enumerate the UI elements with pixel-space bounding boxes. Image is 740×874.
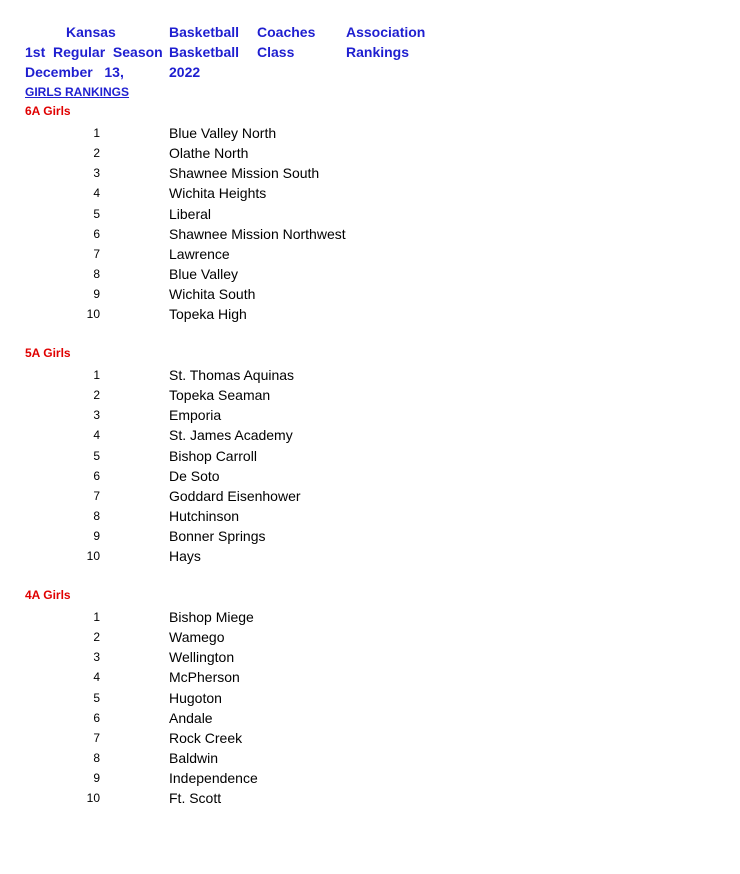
ranking-row xyxy=(0,748,740,768)
rank-number: 2 xyxy=(93,630,100,645)
rank-number: 8 xyxy=(93,509,100,524)
ranking-row xyxy=(0,788,740,808)
ranking-row xyxy=(0,385,740,405)
team-name: Liberal xyxy=(169,205,212,222)
rank-number: 8 xyxy=(93,751,100,766)
ranking-row xyxy=(0,627,740,647)
ranking-row xyxy=(0,546,740,566)
team-name: Lawrence xyxy=(169,245,230,262)
ranking-row xyxy=(0,163,740,183)
rank-number: 10 xyxy=(86,307,100,322)
rank-number: 7 xyxy=(93,488,100,503)
team-name: St. James Academy xyxy=(169,427,293,444)
rank-number: 7 xyxy=(93,246,100,261)
ranking-row xyxy=(0,123,740,143)
rank-number: 7 xyxy=(93,730,100,745)
ranking-row xyxy=(0,667,740,687)
rank-number: 9 xyxy=(93,529,100,544)
rank-number: 6 xyxy=(93,468,100,483)
team-name: Topeka High xyxy=(169,306,247,323)
team-name: Independence xyxy=(169,770,258,787)
rank-number: 5 xyxy=(93,448,100,463)
ranking-row xyxy=(0,768,740,788)
team-name: Wichita South xyxy=(169,286,256,303)
rank-number: 1 xyxy=(93,126,100,140)
ranking-row xyxy=(0,607,740,627)
rank-number: 4 xyxy=(93,428,100,443)
ranking-row xyxy=(0,204,740,224)
team-name: Topeka Seaman xyxy=(169,387,271,404)
rank-number: 6 xyxy=(93,710,100,725)
ranking-row xyxy=(0,688,740,708)
ranking-row xyxy=(0,284,740,304)
header-year: 2022 xyxy=(169,64,201,80)
ranking-row xyxy=(0,365,740,385)
ranking-row xyxy=(0,183,740,203)
section-title: 4A Girls xyxy=(25,588,71,602)
team-name: McPherson xyxy=(169,669,240,686)
ranking-row xyxy=(0,405,740,425)
header-date: December 13, xyxy=(25,64,124,80)
team-name: Shawnee Mission Northwest xyxy=(169,225,346,242)
rank-number: 3 xyxy=(93,408,100,423)
rank-number: 2 xyxy=(93,146,100,161)
ranking-row xyxy=(0,526,740,546)
team-name: Bonner Springs xyxy=(169,528,266,545)
rank-number: 3 xyxy=(93,166,100,181)
rank-number: 1 xyxy=(93,368,100,382)
team-name: Wamego xyxy=(169,629,225,646)
team-name: Shawnee Mission South xyxy=(169,165,320,182)
section-title: 6A Girls xyxy=(25,104,71,118)
rank-number: 5 xyxy=(93,690,100,705)
team-name: Blue Valley North xyxy=(169,125,277,141)
header-association: Association xyxy=(346,24,426,40)
ranking-row xyxy=(0,244,740,264)
rank-number: 4 xyxy=(93,186,100,201)
header-basketball-2: Basketball xyxy=(169,44,240,60)
girls-rankings-link[interactable]: GIRLS RANKINGS xyxy=(25,85,130,99)
ranking-row xyxy=(0,304,740,324)
ranking-row xyxy=(0,466,740,486)
ranking-row xyxy=(0,708,740,728)
team-name: Hays xyxy=(169,548,201,565)
header-coaches: Coaches xyxy=(257,24,316,40)
team-name: Olathe North xyxy=(169,145,249,162)
ranking-row xyxy=(0,143,740,163)
rank-number: 10 xyxy=(86,791,100,806)
rank-number: 8 xyxy=(93,267,100,282)
rank-number: 3 xyxy=(93,650,100,665)
ranking-row xyxy=(0,224,740,244)
rank-number: 10 xyxy=(86,549,100,564)
rank-number: 9 xyxy=(93,771,100,786)
team-name: De Soto xyxy=(169,467,220,484)
team-name: Bishop Carroll xyxy=(169,447,257,464)
team-name: Blue Valley xyxy=(169,266,239,283)
header-first-regular-season: 1st Regular Season xyxy=(25,44,163,60)
header-class: Class xyxy=(257,44,295,60)
ranking-row xyxy=(0,728,740,748)
ranking-row xyxy=(0,486,740,506)
team-name: Bishop Miege xyxy=(169,609,254,625)
team-name: Emporia xyxy=(169,407,222,424)
team-name: Baldwin xyxy=(169,750,219,767)
ranking-row xyxy=(0,506,740,526)
rank-number: 1 xyxy=(93,610,100,624)
header-basketball: Basketball xyxy=(169,24,240,40)
team-name: Hutchinson xyxy=(169,508,240,525)
ranking-row xyxy=(0,425,740,445)
ranking-row xyxy=(0,446,740,466)
team-name: Rock Creek xyxy=(169,729,243,746)
header-rankings: Rankings xyxy=(346,44,410,60)
rank-number: 6 xyxy=(93,226,100,241)
team-name: Andale xyxy=(169,709,213,726)
team-name: Goddard Eisenhower xyxy=(169,487,301,504)
ranking-row xyxy=(0,264,740,284)
ranking-row xyxy=(0,647,740,667)
team-name: Ft. Scott xyxy=(169,790,222,807)
rank-number: 2 xyxy=(93,388,100,403)
team-name: St. Thomas Aquinas xyxy=(169,367,295,383)
header-kansas: Kansas xyxy=(66,24,116,40)
rank-number: 5 xyxy=(93,206,100,221)
rank-number: 4 xyxy=(93,670,100,685)
section-title: 5A Girls xyxy=(25,346,71,360)
team-name: Wichita Heights xyxy=(169,185,267,202)
rank-number: 9 xyxy=(93,287,100,302)
team-name: Wellington xyxy=(169,649,235,666)
team-name: Hugoton xyxy=(169,689,222,706)
